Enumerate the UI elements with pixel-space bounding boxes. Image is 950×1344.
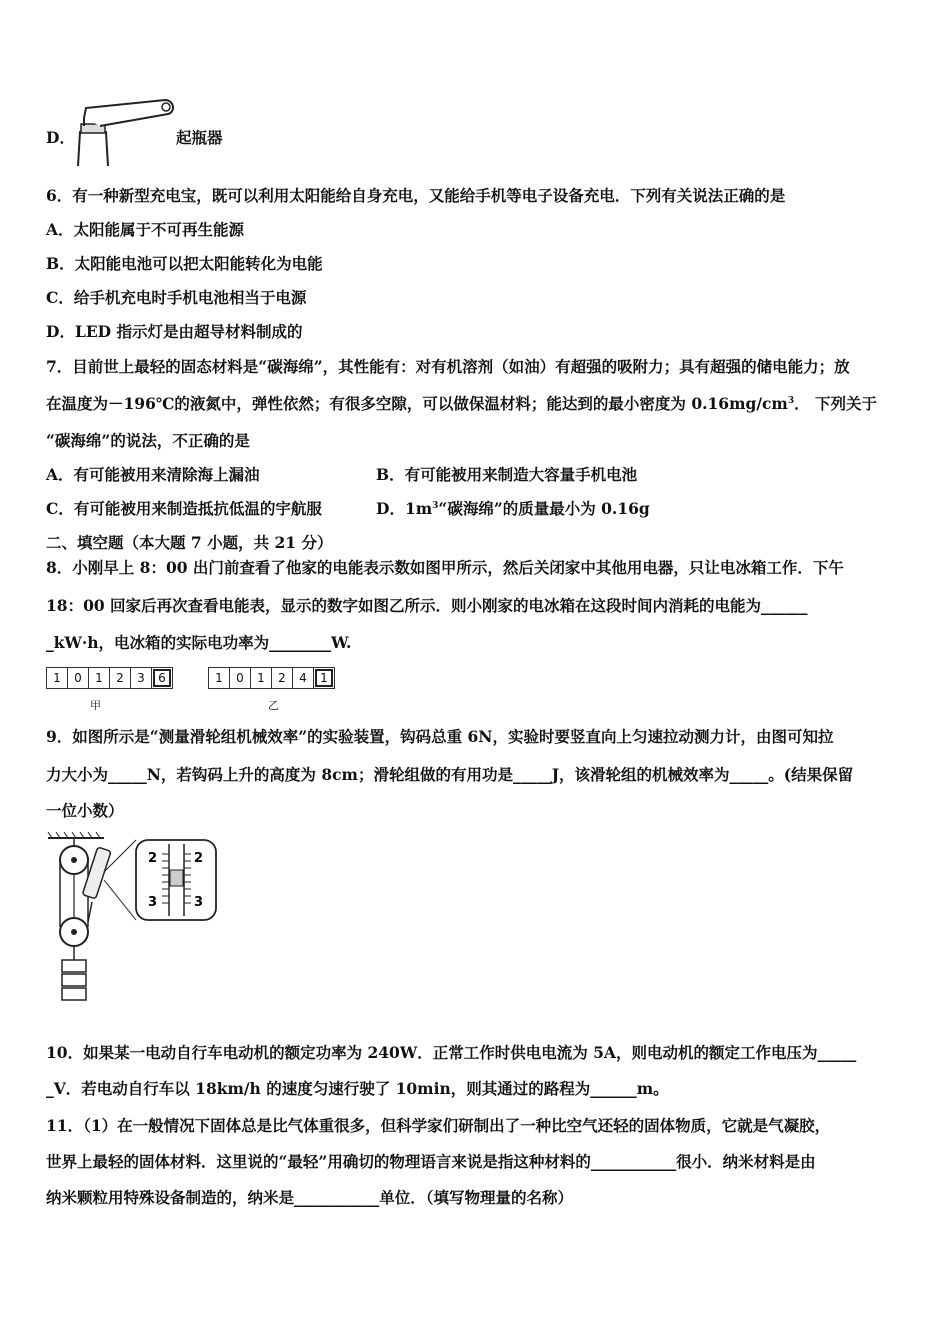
caption-yi: 乙 [268,699,279,712]
q7-line-2-sup: 3 [787,395,795,406]
q7-option-c: C．有可能被用来制造抵抗低温的宇航服 [46,499,322,518]
meter-yi-digit: 1 [251,668,272,688]
q6-stem: 6．有一种新型充电宝，既可以利用太阳能给自身充电，又能给手机等电子设备充电．下列有关说法正确的是 [46,186,786,205]
scale-label-left-top: 2 [148,851,158,866]
q7-line-1: 7．目前世上最轻的固态材料是“碳海绵”，其性能有：对有机溶剂（如油）有超强的吸附力；具有超强的储电能力；放 [46,357,850,376]
bottle-opener-figure [70,96,180,166]
q7-line-2-tail: ． 下列关于 [794,394,877,413]
q7-option-a: A．有可能被用来清除海上漏油 [46,465,260,484]
caption-jia: 甲 [90,699,101,712]
scale-label-right-top: 2 [194,851,204,866]
q7-option-d-tail: “碳海绵”的质量最小为 0.16g [438,499,650,518]
q5-option-d-label: D． [46,128,75,147]
q11-line-3: 纳米颗粒用特殊设备制造的，纳米是___________单位．（填写物理量的名称） [46,1188,574,1207]
scale-label-right-bottom: 3 [194,895,204,910]
q11-line-2: 世界上最轻的固体材料．这里说的“最轻”用确切的物理语言来说是指这种材料的___________很小．纳米材料是由 [46,1152,816,1171]
section-2-title: 二、填空题（本大题 7 小题，共 21 分） [46,533,333,552]
q7-line-3: “碳海绵”的说法，不正确的是 [46,431,250,450]
q7-option-b: B．有可能被用来制造大容量手机电池 [376,465,638,484]
q11-line-1: 11．（1）在一般情况下固体总是比气体重很多，但科学家们研制出了一种比空气还轻的固体物质，它就是气凝胶， [46,1116,831,1135]
meter-jia-digit: 1 [89,668,110,688]
q7-option-d-sup: 3 [432,500,439,511]
q8-line-3: _kW·h，电冰箱的实际电功率为________W. [46,633,352,652]
meter-jia-digit: 2 [110,668,131,688]
q8-line-2: 18：00 回家后再次查看电能表，显示的数字如图乙所示．则小刚家的电冰箱在这段时间内消耗的电能为______ [46,596,808,615]
q7-option-d-text: D．1m [376,499,433,518]
q6-option-b: B．太阳能电池可以把太阳能转化为电能 [46,254,323,273]
q6-option-a: A．太阳能属于不可再生能源 [46,220,245,239]
meter-yi-digit: 4 [293,668,314,688]
q7-option-d [376,498,650,520]
meter-yi-decimal-digit: 1 [314,668,334,688]
q7-line-2 [46,393,877,415]
q8-line-1: 8．小刚早上 8：00 出门前查看了他家的电能表示数如图甲所示，然后关闭家中其他用电器，只让电冰箱工作．下午 [46,558,844,577]
meter-yi-digit: 0 [230,668,251,688]
q9-line-2: 力大小为_____N，若钩码上升的高度为 8cm；滑轮组做的有用功是_____J，该滑轮组的机械效率为_____。(结果保留 [46,765,854,784]
meter-jia-decimal-digit: 6 [152,668,172,688]
scale-label-left-bottom: 3 [148,895,158,910]
meter-jia [46,667,173,689]
meter-jia-digit: 1 [47,668,68,688]
q9-line-1: 9．如图所示是“测量滑轮组机械效率”的实验装置，钩码总重 6N，实验时要竖直向上匀速拉动测力计，由图可知拉 [46,727,834,746]
q5-option-d-caption: 起瓶器 [176,128,223,147]
q6-option-d: D．LED 指示灯是由超导材料制成的 [46,322,303,341]
q7-line-2-text: 在温度为－196℃的液氮中，弹性依然；有很多空隙，可以做保温材料；能达到的最小密度为 0.16mg/cm [46,394,788,413]
q10-line-1: 10．如果某一电动自行车电动机的额定功率为 240W．正常工作时供电电流为 5A，则电动机的额定工作电压为_____ [46,1043,857,1062]
q6-option-c: C．给手机充电时手机电池相当于电源 [46,288,307,307]
meter-yi [208,667,335,689]
q10-line-2: _V．若电动自行车以 18km/h 的速度匀速行驶了 10min，则其通过的路程为______m。 [46,1079,669,1098]
pulley-figure [44,832,224,1012]
q9-line-3: 一位小数） [46,801,124,820]
meter-jia-digit: 0 [68,668,89,688]
meter-yi-digit: 2 [272,668,293,688]
meter-jia-digit: 3 [131,668,152,688]
meter-yi-digit: 1 [209,668,230,688]
